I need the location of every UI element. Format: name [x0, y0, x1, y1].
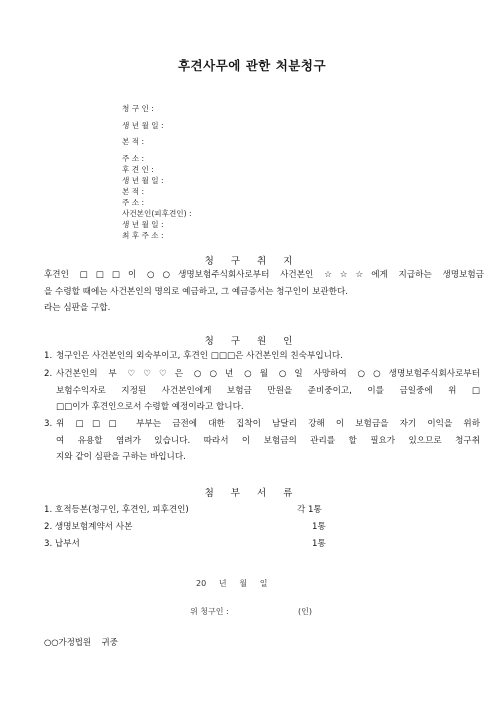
- claimant-label: 청 구 인 :: [122, 104, 154, 113]
- date-line: 20 년 월 일: [196, 579, 268, 588]
- purpose-line: 을 수령할 때에는 사건본인의 명의로 예금하고, 그 예금증서는 청구인이 보관한다.: [44, 286, 349, 297]
- attachment-item: 1. 호적등본(청구인, 후견인, 피후견인): [44, 505, 189, 515]
- reason-item: [44, 366, 480, 416]
- reason-line: 보험수익자로 지정된 사건본인에게 보험금 만원을 준비중이고, 이를 금일중에 위 □: [56, 385, 480, 396]
- reason-line: 지와 같이 심판을 구하는 바입니다.: [56, 452, 186, 462]
- ward-last-address-label: 최 후 주 소 :: [122, 231, 164, 240]
- attachment-qty: 1통: [312, 539, 326, 549]
- reason-item: [44, 416, 480, 466]
- guardian-label: 후 견 인 :: [122, 165, 154, 174]
- reason-line: 여 유용할 염려가 있습니다. 따라서 이 보험금의 관리를 할 필요가 있으므로 청구취: [56, 435, 480, 446]
- reason-line: 사건본인의 부 ♡♡♡은 ○○년 ○월 ○일 사망하여 ○○생명보험주식회사로부터: [56, 369, 480, 379]
- guardian-domicile-label: 본 적 :: [122, 187, 145, 196]
- purpose-line: 라는 심판을 구합.: [44, 303, 111, 313]
- page-title: 후견사무에 관한 처분청구: [177, 58, 327, 73]
- claimant-birth-label: 생 년 월 일 :: [122, 121, 164, 130]
- claimant-domicile-label: 본 적 :: [122, 137, 145, 146]
- signer-label: 위 청구인 :: [190, 607, 229, 616]
- attachment-qty: 각 1통: [297, 505, 322, 515]
- reason-number: 1.: [44, 351, 53, 361]
- ward-label: 사건본인(피후견인) :: [122, 209, 192, 218]
- attachments-heading: 첨 부 서 류: [204, 488, 300, 499]
- attachment-item: 2. 생명보험계약서 사본: [44, 522, 133, 532]
- purpose-paragraph: [44, 267, 484, 317]
- guardian-birth-label: 생 년 월 일 :: [122, 176, 164, 185]
- reason-line: 청구인은 사건본인의 외숙부이고, 후견인 □□□은 사건본인의 친숙부입니다.: [56, 351, 343, 361]
- purpose-line: 후견인 □□□이 ○○생명보험주식회사로부터 사건본인 ☆☆☆에게 지급하는 생명보험금: [44, 270, 484, 280]
- attachment-qty: 1통: [312, 522, 326, 532]
- purpose-heading: 청 구 취 지: [204, 256, 300, 267]
- ward-birth-label: 생 년 월 일 :: [122, 220, 164, 229]
- reasons-heading: 청 구 원 인: [204, 336, 300, 347]
- reason-number: 2.: [44, 369, 53, 379]
- reason-item: [44, 348, 480, 365]
- reason-line: 위 □□□ 부부는 금전에 대한 집착이 남달리 강해 이 보험금을 자기 이익을 위하: [56, 419, 480, 429]
- court-addressee: ○○가정법원 귀중: [44, 637, 118, 647]
- attachment-item: 3. 납부서: [44, 539, 80, 549]
- claimant-address-label: 주 소 :: [122, 154, 145, 163]
- guardian-address-label: 주 소 :: [122, 198, 145, 207]
- reason-line: □□이가 후견인으로서 수령할 예정이라고 합니다.: [56, 402, 244, 412]
- seal-mark: (인): [298, 607, 312, 616]
- reason-number: 3.: [44, 419, 53, 429]
